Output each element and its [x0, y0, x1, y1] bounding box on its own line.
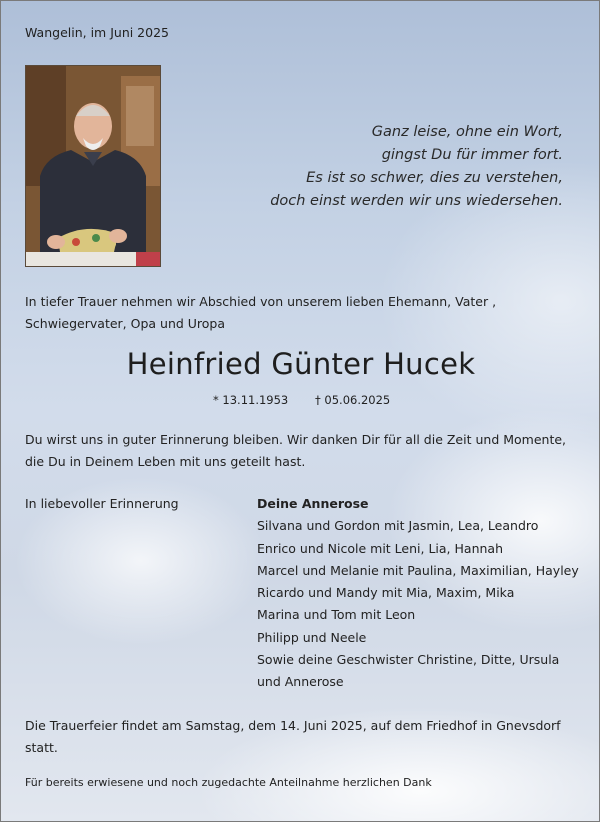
portrait-photo	[25, 65, 161, 267]
intro-text: In tiefer Trauer nehmen wir Abschied von unserem lieben Ehemann, Vater , Schwiegervater, Opa und Uropa	[25, 294, 497, 331]
poem-line: Ganz leise, ohne ein Wort,	[371, 124, 563, 140]
poem	[270, 121, 563, 213]
poem-line: doch einst werden wir uns wiedersehen.	[270, 193, 563, 209]
mourner-line: Marcel und Melanie mit Paulina, Maximilian, Hayley	[257, 562, 579, 578]
mourner-line: und Annerose	[257, 674, 344, 690]
mourners-list	[257, 493, 587, 694]
death-date: † 05.06.2025	[315, 393, 391, 407]
mourner-line: Deine Annerose	[257, 496, 369, 511]
mourner-line: Sowie deine Geschwister Christine, Ditte, Ursula	[257, 652, 560, 668]
funeral-info: Die Trauerfeier findet am Samstag, dem 14. Juni 2025, auf dem Friedhof in Gnevsdorf statt.	[25, 718, 561, 755]
poem-line: gingst Du für immer fort.	[381, 147, 563, 163]
place-date: Wangelin, im Juni 2025	[25, 25, 169, 40]
poem-line: Es ist so schwer, dies zu verstehen,	[306, 170, 563, 186]
mourners-label: In liebevoller Erinnerung	[25, 496, 179, 511]
mourner-line: Silvana und Gordon mit Jasmin, Lea, Leandro	[257, 518, 539, 534]
portrait-illustration	[26, 66, 160, 266]
mourner-line: Ricardo und Mandy mit Mia, Maxim, Mika	[257, 585, 515, 601]
birth-date: * 13.11.1953	[213, 393, 289, 407]
memory-text: Du wirst uns in guter Erinnerung bleiben. Wir danken Dir für all die Zeit und Momente, die Du in Deinem Leben mit uns geteilt hast.	[25, 432, 567, 469]
mourner-line: Marina und Tom mit Leon	[257, 607, 416, 623]
mourner-line: Enrico und Nicole mit Leni, Lia, Hannah	[257, 540, 503, 556]
mourner-line: Philipp und Neele	[257, 629, 367, 645]
deceased-name: Heinfried Günter Hucek	[126, 347, 476, 381]
thanks-text: Für bereits erwiesene und noch zugedachte Anteilnahme herzlichen Dank	[25, 776, 432, 789]
